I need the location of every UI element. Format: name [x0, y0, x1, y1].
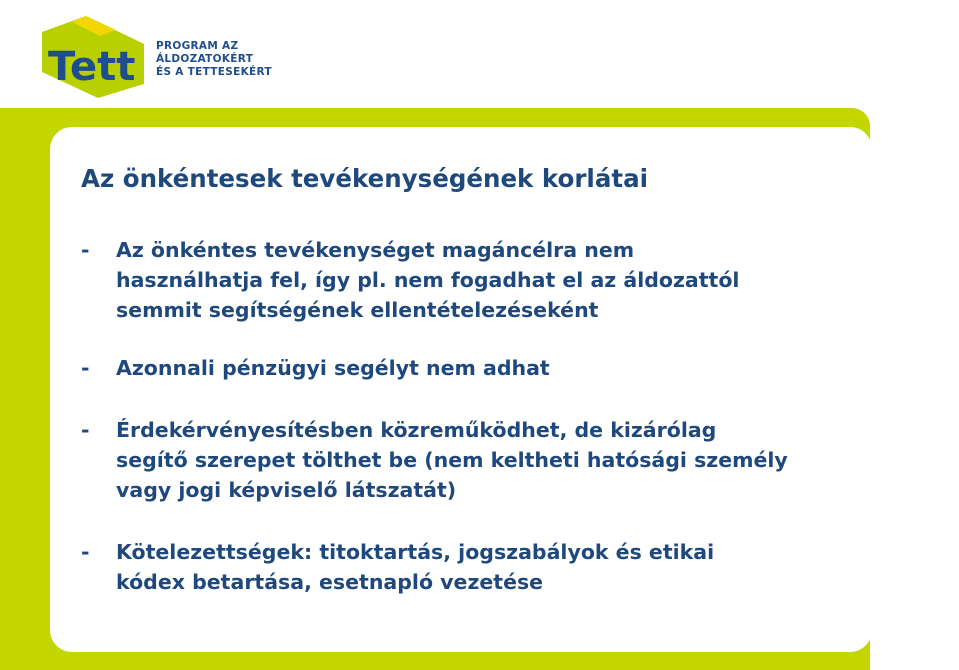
bullet-item [81, 353, 881, 383]
bullet-list [81, 235, 881, 597]
bullet-line: használhatja fel, így pl. nem fogadhat el az áldozattól [116, 268, 740, 292]
logo-tagline-line: ÉS A TETTESEKÉRT [156, 66, 272, 78]
bullet-marker: - [81, 418, 90, 442]
bullet-item [81, 537, 881, 597]
bullet-line: Kötelezettségek: titoktartás, jogszabályok és etikai [116, 540, 715, 564]
logo-mark-text: Tett [48, 44, 136, 90]
bullet-marker: - [81, 540, 90, 564]
bullet-line: Az önkéntes tevékenységet magáncélra nem [116, 238, 635, 262]
bullet-line: kódex betartása, esetnapló vezetése [116, 570, 544, 594]
bullet-line: Azonnali pénzügyi segélyt nem adhat [116, 356, 550, 380]
logo-tagline-line: PROGRAM AZ [156, 40, 239, 52]
logo-tagline-line: ÁLDOZATOKÉRT [156, 53, 254, 65]
bullet-line: segítő szerepet tölthet be (nem keltheti hatósági személy [116, 448, 788, 472]
bullet-marker: - [81, 356, 90, 380]
bullet-line: semmit segítségének ellentételezéseként [116, 298, 599, 322]
bullet-marker: - [81, 238, 90, 262]
bullet-line: vagy jogi képviselő látszatát) [116, 478, 457, 502]
tett-logo [42, 14, 272, 100]
bullet-line: Érdekérvényesítésben közreműködhet, de kizárólag [116, 418, 717, 442]
slide-title: Az önkéntesek tevékenységének korlátai [81, 164, 649, 193]
bullet-item [81, 415, 881, 505]
tett-logo-mark [42, 14, 162, 100]
logo-tagline [156, 40, 272, 79]
bullet-item [81, 235, 881, 325]
